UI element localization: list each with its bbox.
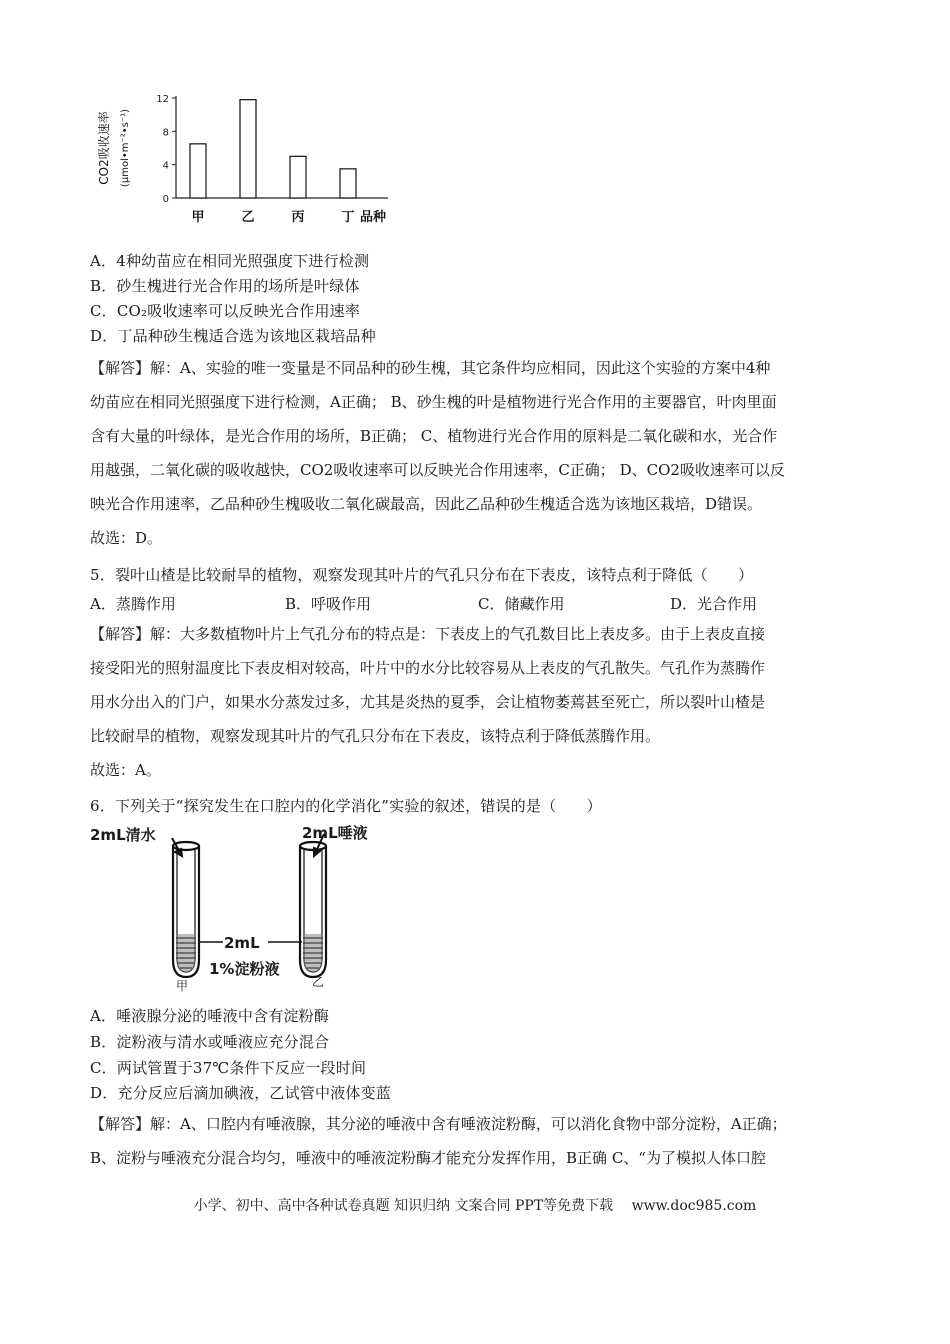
y-tick-label: 0 xyxy=(162,194,169,205)
label-starch-solution: 1%淀粉液 xyxy=(209,960,280,978)
x-tick-label: 丙 xyxy=(291,210,305,225)
label-saliva: 2mL唾液 xyxy=(302,824,368,842)
q5-answer-line: 用水分出入的门户，如果水分蒸发过多，尤其是炎热的夏季，会让植物萎蔫甚至死亡，所以裂叶山楂是 xyxy=(90,693,766,711)
q5-option-c: C．储藏作用 xyxy=(478,595,565,613)
tube-b-liquid-lines xyxy=(303,938,323,968)
label-water: 2mL清水 xyxy=(90,826,156,844)
tube-a-liquid-lines xyxy=(176,938,196,968)
q5-answer-line: 【解答】解：大多数植物叶片上气孔分布的特点是：下表皮上的气孔数目比上表皮多。由于上表皮直接 xyxy=(90,625,766,643)
bar xyxy=(290,156,306,198)
bar xyxy=(240,100,256,198)
q6-option-a: A．唾液腺分泌的唾液中含有淀粉酶 xyxy=(90,1007,330,1025)
q4-answer-line: 用越强，二氧化碳的吸收越快，CO2吸收速率可以反映光合作用速率，C正确； D、CO2吸收速率可以反 xyxy=(90,461,785,479)
x-axis-label: 品种 xyxy=(360,210,387,225)
label-starch-volume: 2mL xyxy=(224,934,260,952)
q6-answer-line: 【解答】解：A、口腔内有唾液腺，其分泌的唾液中含有唾液淀粉酶，可以消化食物中部分淀粉，A正确； xyxy=(90,1115,787,1133)
q6-answer-line: B、淀粉与唾液充分混合均匀，唾液中的唾液淀粉酶才能充分发挥作用，B正确 C、“为了模拟人体口腔 xyxy=(90,1149,766,1167)
q6-option-c: C．两试管置于37℃条件下反应一段时间 xyxy=(90,1059,367,1077)
y-tick-label: 8 xyxy=(162,127,169,139)
bar xyxy=(190,144,206,198)
q4-option-a: A．4种幼苗应在相同光照强度下进行检测 xyxy=(90,252,370,270)
q4-answer xyxy=(90,351,860,555)
tube-a-label: 甲 xyxy=(176,979,189,993)
q5-answer xyxy=(90,617,860,787)
q4-option-b: B．砂生槐进行光合作用的场所是叶绿体 xyxy=(90,277,360,295)
q4-answer-line: 幼苗应在相同光照强度下进行检测，A正确； B、砂生槐的叶是植物进行光合作用的主要器官，叶肉里面 xyxy=(90,393,777,411)
test-tube-figure xyxy=(90,822,390,992)
bar xyxy=(340,169,356,198)
q4-answer-line: 映光合作用速率，乙品种砂生槐吸收二氧化碳最高，因此乙品种砂生槐适合选为该地区栽培，D错误。 xyxy=(90,495,763,513)
q6-option-b: B．淀粉液与清水或唾液应充分混合 xyxy=(90,1033,330,1051)
q4-option-d: D．丁品种砂生槐适合选为该地区栽培品种 xyxy=(90,327,376,345)
x-tick-label: 甲 xyxy=(191,210,205,225)
tube-b-label: 乙 xyxy=(312,975,325,989)
y-tick-label: 4 xyxy=(162,160,169,172)
q4-answer-line: 含有大量的叶绿体，是光合作用的场所，B正确； C、植物进行光合作用的原料是二氧化碳和水，光合作 xyxy=(90,427,778,445)
q5-option-a: A．蒸腾作用 xyxy=(90,595,176,613)
q5-answer-line: 故选：A。 xyxy=(90,761,161,779)
q6-option-d: D．充分反应后滴加碘液，乙试管中液体变蓝 xyxy=(90,1084,392,1102)
y-tick-label: 12 xyxy=(156,94,169,105)
y-axis-label: CO2吸收速率 xyxy=(97,111,111,185)
page-footer: 小学、初中、高中各种试卷真题 知识归纳 文案合同 PPT等免费下载 www.doc985.com xyxy=(193,1198,757,1214)
q6-answer xyxy=(90,1107,860,1175)
co2-uptake-bar-chart xyxy=(88,88,398,233)
q4-answer-line: 故选：D。 xyxy=(90,529,163,547)
q5-answer-line: 接受阳光的照射温度比下表皮相对较高，叶片中的水分比较容易从上表皮的气孔散失。气孔作为蒸腾作 xyxy=(90,659,766,677)
x-tick-label: 丁 xyxy=(341,210,355,225)
q4-option-c: C．CO₂吸收速率可以反映光合作用速率 xyxy=(90,302,361,320)
y-axis-unit: (μmol•m⁻²•s⁻¹) xyxy=(120,108,131,188)
q5-option-b: B．呼吸作用 xyxy=(285,595,372,613)
q5-option-d: D．光合作用 xyxy=(670,595,758,613)
test-tubes-drawing xyxy=(90,822,390,992)
q4-answer-line: 【解答】解：A、实验的唯一变量是不同品种的砂生槐，其它条件均应相同，因此这个实验的方案中4种 xyxy=(90,359,771,377)
x-tick-label: 乙 xyxy=(241,210,255,225)
q5-answer-line: 比较耐旱的植物，观察发现其叶片的气孔只分布在下表皮，该特点利于降低蒸腾作用。 xyxy=(90,727,661,745)
q5-stem: 5．裂叶山楂是比较耐旱的植物，观察发现其叶片的气孔只分布在下表皮，该特点利于降低（ ） xyxy=(90,566,754,584)
q6-stem: 6．下列关于“探究发生在口腔内的化学消化”实验的叙述，错误的是（ ） xyxy=(90,797,602,815)
